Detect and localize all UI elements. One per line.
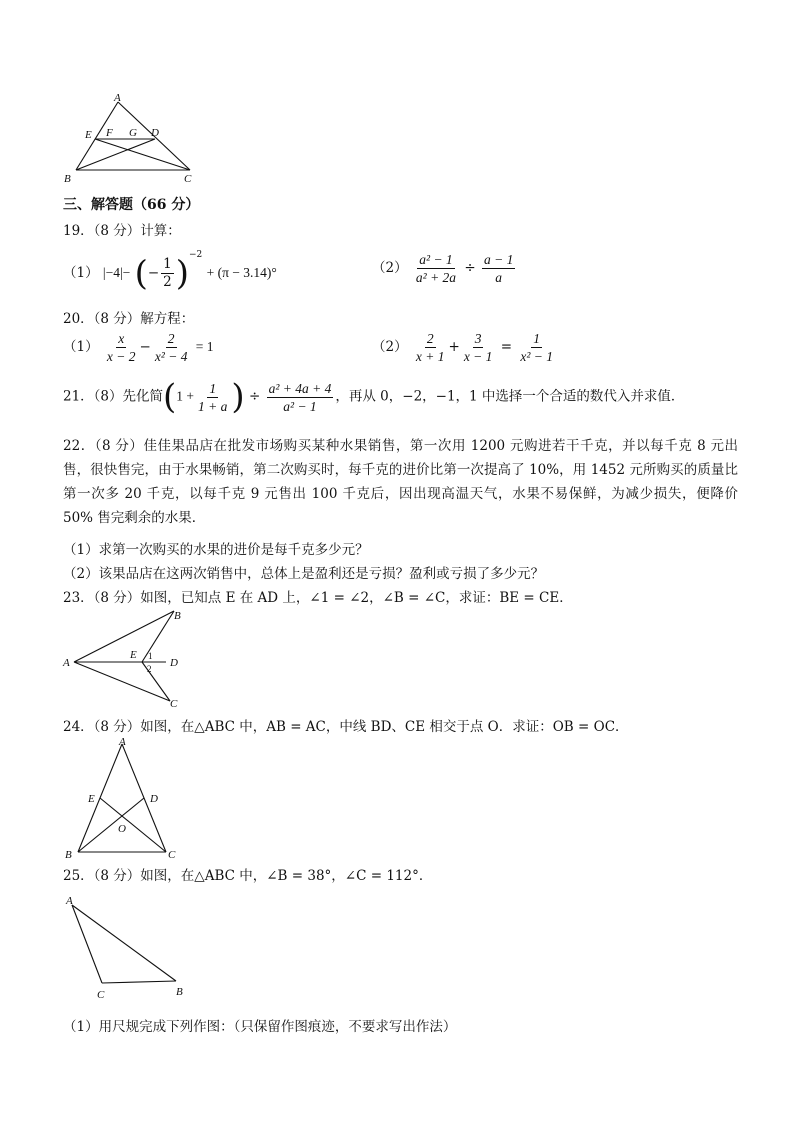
q20-p2-f2-den: x − 1 [463,349,493,364]
label-c: C [97,989,105,1001]
q21-inner-den: 1 + a [198,398,228,414]
q22-text: 22．（8 分）佳佳果品店在批发市场购买某种水果销售，第一次用 1200 元购进若干千克，并以每千克 8 元出售，很快售完，由于水果畅销，第二次购买时，每千克的进价比第一次提高了 10%，用 1452 元所购买的质量比第一次多 20 千克，以每千克 9 元售出 100 千克后，因出现高温天气，水果不易保鲜，为减少损失，便降价 50% 售完剩余的水果． [63,438,738,526]
q19-p2-label: （2） [372,260,408,276]
q19-p2-frac1 [414,252,458,285]
q19-p1-neg: − [147,265,160,281]
q20-part1 [63,331,214,364]
q20-p2-f2-num: 3 [474,331,482,346]
label-d: D [150,793,158,805]
q19-p1-expr-b: + (π − 3.14)° [206,265,277,280]
label-c: C [184,173,192,185]
label-o: O [118,823,126,835]
q19-p2-div: ÷ [464,260,476,276]
q22-sub1: （1）求第一次购买的水果的进价是每千克多少元？ [63,542,369,558]
q25-sub1: （1）用尺规完成下列作图：（只保留作图痕迹，不要求写出作法） [63,1019,457,1035]
label-d: D [170,657,178,669]
q19-p1-half-num: 1 [163,256,172,272]
q19-p2-f2-num: a − 1 [483,252,514,267]
q20-p1-frac1 [105,331,138,364]
label-b: B [176,986,183,998]
q20-p1-rhs: = 1 [195,339,214,354]
q19-part1 [63,250,277,294]
q25-text: 25．（8 分）如图，在△ABC 中，∠B = 38°，∠C = 112°． [63,868,433,884]
paren-open: ( [163,377,177,417]
label-e: E [130,649,137,661]
q21-f-num: a² + 4a + 4 [268,380,332,396]
label-a: A [119,736,126,748]
paren-close: ) [175,253,190,294]
section-heading: 三、解答题（66 分） [63,197,200,213]
q20-p2-frac2 [462,331,495,364]
q19-p1-half [161,257,174,290]
q19-p1-exp: −2 [189,250,203,260]
label-2: 2 [147,664,152,674]
label-1: 1 [148,651,153,661]
label-e: E [88,793,95,805]
label-c: C [168,849,176,861]
label-a: A [63,657,70,669]
q21-inner-num: 1 [209,380,217,396]
figure-triangle-efgd [62,92,202,188]
figure-q25 [62,892,202,1004]
label-c: C [170,698,178,709]
q21-one-plus: 1 + [176,388,195,404]
q20-p1-label: （1） [63,339,99,355]
label-a: A [114,92,121,104]
q20-part2 [372,331,557,364]
label-d: D [151,127,159,139]
figure-q24 [62,734,192,862]
label-b: B [64,173,71,185]
figure-q23 [62,607,202,709]
q20-p2-f1-den: x + 1 [415,349,445,364]
label-a: A [66,895,73,907]
q21-inner-frac [196,381,229,414]
paren-close: ) [231,377,245,417]
label-b: B [65,849,72,861]
q20-p2-frac1 [414,331,447,364]
q20-p2-label: （2） [372,339,408,355]
q19-p1-half-den: 2 [163,274,172,290]
q20-p1-frac2 [153,331,190,364]
q20-p2-plus: + [448,339,460,355]
q19-p2-f2-den: a [495,270,503,285]
q21-f-den: a² − 1 [283,398,317,414]
q20-p1-f2-den: x² − 4 [154,349,188,364]
q21-frac [267,381,334,414]
q24-text: 24．（8 分）如图，在△ABC 中，AB = AC，中线 BD、CE 相交于点 O．求证：OB = OC． [63,719,629,735]
q20-p2-f3-den: x² − 1 [520,349,553,364]
q21-prefix: 21．（8）先化简 [63,388,164,405]
q20-p2-f1-num: 2 [426,331,434,346]
q20-p2-f3-num: 1 [533,331,541,346]
q23-text: 23．（8 分）如图，已知点 E 在 AD 上，∠1 = ∠2，∠B = ∠C，求证：BE = CE． [63,590,573,606]
q19-part2 [372,252,517,285]
q21-suffix: ，再从 0，−2，−1，1 中选择一个合适的数代入并求值． [335,388,685,405]
q19-p2-f1-num: a² − 1 [419,252,453,267]
label-b: B [174,610,181,622]
q20-p1-f1-den: x − 2 [106,349,136,364]
q21-div: ÷ [248,388,261,405]
q21-line [63,377,685,417]
q19-p1-expr-a: |−4|− [102,265,131,280]
q20-p1-minus: − [139,339,151,355]
q19-stem: 19．（8 分）计算： [63,223,181,239]
label-g: G [129,127,137,139]
label-f: F [106,127,113,139]
label-e: E [85,129,92,141]
q22-sub2: （2）该果品店在这两次销售中，总体上是盈利还是亏损？盈利或亏损了多少元？ [63,566,545,582]
q19-p1-label: （1） [63,265,99,281]
q20-p2-eq: = [500,339,513,355]
q20-p1-f2-num: 2 [167,331,175,346]
q20-stem: 20．（8 分）解方程： [63,311,195,327]
paren-open: ( [134,253,148,294]
q20-p2-frac3 [518,331,555,364]
q19-p2-f1-den: a² + 2a [415,270,457,285]
q19-p2-frac2 [482,252,515,285]
q20-p1-f1-num: x [118,331,125,346]
